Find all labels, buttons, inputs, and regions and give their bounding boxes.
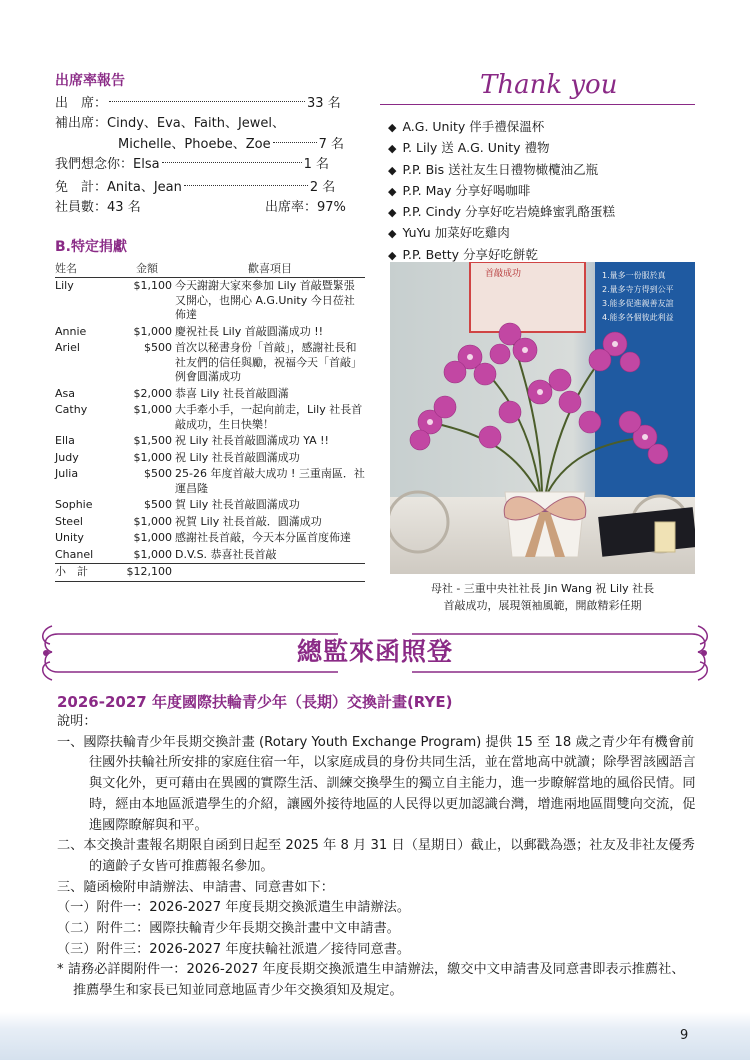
donation-note: 25-26 年度首敲大成功 ! 三重南區．社運昌隆 <box>175 467 365 495</box>
makeup-value: 7 名 <box>318 137 344 152</box>
total-value: $12,100 <box>119 564 175 582</box>
diamond-bullet-icon: ◆ <box>388 184 397 198</box>
letter-note: * 請務必詳閱附件一：2026-2027 年度長期交換派遣生申請辦法，繳交中文申請書及同意書即表示推薦社、推薦學生和家長已知並同意地區青少年交換須知及規定。 <box>57 962 685 999</box>
attendance-makeup-row-2 <box>118 133 344 152</box>
makeup-label: 補出席： <box>55 116 108 131</box>
total-row <box>55 564 365 582</box>
makeup-names-1: Cindy、Eva、Faith、Jewel、 <box>107 116 286 131</box>
donor-name: Steel <box>55 514 83 528</box>
table-row <box>55 466 365 497</box>
miss-label: 我們想念你： <box>55 157 134 172</box>
attendance-present-row <box>55 92 341 111</box>
attachment-3: （三）附件三：2026-2027 年度扶輪社派遣／接待同意書。 <box>57 941 411 957</box>
rye-title: 2026-2027 年度國際扶輪青少年（長期）交換計畫(RYE) <box>57 693 453 711</box>
donor-name: Ariel <box>55 341 80 354</box>
thankyou-item-text: P.P. Bis 送社友生日禮物橄欖油乙瓶 <box>402 161 599 177</box>
diamond-bullet-icon: ◆ <box>388 227 397 241</box>
donation-note: D.V.S. 恭喜社長首敲 <box>175 547 277 561</box>
donation-amount: $1,500 <box>133 434 172 447</box>
leader-dots <box>162 162 302 163</box>
caption-line-2: 首敲成功，展現領袖風範，開啟精彩任期 <box>443 599 642 612</box>
table-row <box>55 386 365 403</box>
board-line-2: 2.量多寺方得到公平 <box>602 285 674 294</box>
attachment-2: （二）附件二：國際扶輪青少年長期交換計畫中文申請書。 <box>57 921 400 937</box>
orchid-illustration <box>390 262 695 574</box>
table-row <box>55 514 365 531</box>
exempt-names: Anita、Jean <box>107 180 182 195</box>
table-row <box>55 433 365 450</box>
diamond-bullet-icon: ◆ <box>388 121 397 134</box>
list-item <box>388 180 615 201</box>
donation-amount: $1,000 <box>133 450 172 464</box>
donation-note: 今天謝謝大家來參加 Lily 首敲暨緊張又開心，也開心 A.G.Unity 今日莅社佈達 <box>175 279 355 321</box>
miss-value: 1 名 <box>303 157 329 172</box>
donor-name: Ella <box>55 434 75 447</box>
present-value: 33 名 <box>307 96 341 111</box>
column-header-amount: 金額 <box>119 259 175 278</box>
rate-label: 出席率： <box>265 200 318 215</box>
list-item <box>388 201 615 222</box>
thankyou-rule <box>380 104 695 105</box>
exempt-label: 免 計： <box>55 180 108 195</box>
donations-body <box>55 278 365 564</box>
donation-amount: $1,000 <box>133 531 172 544</box>
donor-name: Chanel <box>55 547 94 561</box>
board-line-3: 3.能多促進親善友誼 <box>602 299 674 308</box>
list-item <box>388 137 615 158</box>
donation-amount: $1,100 <box>133 279 172 292</box>
leader-dots <box>184 185 308 186</box>
makeup-names-2: Michelle、Phoebe、Zoe <box>118 137 271 152</box>
diamond-bullet-icon: ◆ <box>388 142 397 156</box>
donation-note: 賀 Lily 社長首敲圓滿成功 <box>175 498 300 511</box>
members-value: 43 名 <box>107 200 141 215</box>
thankyou-title: Thank you <box>480 70 618 100</box>
donor-name: Sophie <box>55 498 93 511</box>
donor-name: Cathy <box>55 403 88 416</box>
attendance-heading: 出席率報告 <box>55 73 125 89</box>
letter-paragraph-3: 三、隨函檢附申請辦法、申請書、同意書如下： <box>57 879 334 895</box>
attendance-exempt-row <box>55 176 335 195</box>
column-header-note: 歡喜項目 <box>175 259 365 278</box>
flower-photo <box>390 262 695 574</box>
attendance-miss-row <box>55 153 329 172</box>
page-number: 9 <box>680 1028 689 1043</box>
letter-intro: 說明： <box>57 714 97 729</box>
list-item <box>388 116 615 137</box>
board-line-1: 1.量多一份服於真 <box>602 271 666 280</box>
attendance-rate-row <box>265 196 346 215</box>
thankyou-item-text: P.P. Betty 分享好吃餅乾 <box>402 246 539 262</box>
column-header-name: 姓名 <box>55 259 119 278</box>
donation-note: 首次以秘書身份「首敲」，感謝社長和社友們的信任與勵，祝福今天「首敲」例會圓滿成功 <box>175 341 362 383</box>
thankyou-item-text: P.P. May 分享好喝咖啡 <box>402 182 531 198</box>
total-label: 小 計 <box>55 564 119 582</box>
letter-paragraph-2: 二、本交換計畫報名期限自函到日起至 2025 年 8 月 31 日（星期日）截止，以郵戳為憑；社友及非社友優秀的適齡子女皆可推薦報名參加。 <box>57 838 695 874</box>
attachment-1: （一）附件一：2026-2027 年度長期交換派遣生申請辦法。 <box>57 900 411 916</box>
table-row <box>55 278 365 324</box>
donation-amount: $1,000 <box>133 403 172 416</box>
donor-name: Annie <box>55 324 87 338</box>
donation-amount: $500 <box>144 498 172 511</box>
leader-dots <box>273 142 317 143</box>
donor-name: Judy <box>55 450 79 464</box>
list-item <box>388 222 615 243</box>
rate-value: 97% <box>317 200 346 215</box>
thankyou-item-text: A.G. Unity 伴手禮保溫杯 <box>402 119 545 134</box>
donor-name: Asa <box>55 386 75 400</box>
leader-dots <box>109 101 305 102</box>
section-banner-title: 總監來函照登 <box>296 637 453 666</box>
diamond-bullet-icon: ◆ <box>388 163 397 177</box>
table-row <box>55 340 365 386</box>
exempt-value: 2 名 <box>309 180 336 195</box>
donations-heading: B.特定捐獻 <box>55 239 127 255</box>
table-header-row <box>55 259 365 278</box>
table-row <box>55 497 365 514</box>
present-label: 出 席： <box>55 96 108 111</box>
attendance-makeup-row <box>55 112 285 131</box>
donor-name: Julia <box>55 467 79 480</box>
thankyou-item-text: P. Lily 送 A.G. Unity 禮物 <box>402 140 550 156</box>
thankyou-item-text: P.P. Cindy 分享好吃岩燒蜂蜜乳酪蛋糕 <box>402 204 615 220</box>
list-item <box>388 159 615 180</box>
donation-note: 祝賀 Lily 社長首敲．圓滿成功 <box>175 514 322 528</box>
donation-note: 祝 Lily 社長首敲圓滿成功 YA !! <box>175 434 329 447</box>
donation-amount: $2,000 <box>133 386 172 400</box>
table-row <box>55 324 365 341</box>
letter-paragraph-1: 一、國際扶輪青少年長期交換計畫 (Rotary Youth Exchange Program) 提供 15 至 18 歲之青少年有機會前往國外扶輪社所安排的家庭住宿一年，以家庭成員的身份共同生活，並在當地高中就讀；除學習該國語言與文化外，更可藉由在異國的實際生活、訓練交換學生的獨立自主能力，進一步瞭解當地的風俗民情。同時，經由本地區派遣學生的介紹，讓國外接待地區的人民得以更加認識台灣，增進兩地區間雙向交流，促進國際瞭解與和平。 <box>57 734 696 833</box>
donation-note: 慶祝社長 Lily 首敲圓滿成功 !! <box>175 324 324 338</box>
table-row <box>55 530 365 547</box>
board-line-4: 4.能多各個彼此利益 <box>602 313 674 322</box>
table-row <box>55 547 365 564</box>
donor-name: Unity <box>55 531 84 544</box>
table-row <box>55 402 365 433</box>
thankyou-item-text: YuYu 加菜好吃雞肉 <box>402 225 510 241</box>
donation-note: 祝 Lily 社長首敲圓滿成功 <box>175 450 300 464</box>
photo-banner-text: 首敲成功 <box>485 269 522 279</box>
donor-name: Lily <box>55 279 74 292</box>
donation-amount: $1,000 <box>133 547 172 561</box>
donation-amount: $1,000 <box>133 514 172 528</box>
donation-note: 恭喜 Lily 社長首敲圓滿 <box>175 386 289 400</box>
donations-table <box>55 259 365 582</box>
table-row <box>55 450 365 467</box>
donation-amount: $500 <box>144 467 172 480</box>
donation-amount: $500 <box>144 341 172 354</box>
thankyou-list <box>388 116 615 265</box>
members-label: 社員數： <box>55 200 108 215</box>
donation-amount: $1,000 <box>133 324 172 338</box>
diamond-bullet-icon: ◆ <box>388 206 397 220</box>
diamond-bullet-icon: ◆ <box>388 248 397 262</box>
attendance-members-row <box>55 196 141 215</box>
page-footer <box>0 1012 750 1060</box>
photo-caption <box>390 580 695 614</box>
caption-line-1: 母社 - 三重中央社社長 Jin Wang 祝 Lily 社長 <box>430 582 655 595</box>
donation-note: 感謝社長首敲，今天本分區首度佈達 <box>175 531 351 544</box>
letter-body <box>57 712 697 1002</box>
miss-names: Elsa <box>133 157 160 172</box>
donation-note: 大手牽小手，一起向前走，Lily 社長首敲成功，生日快樂！ <box>175 403 363 431</box>
